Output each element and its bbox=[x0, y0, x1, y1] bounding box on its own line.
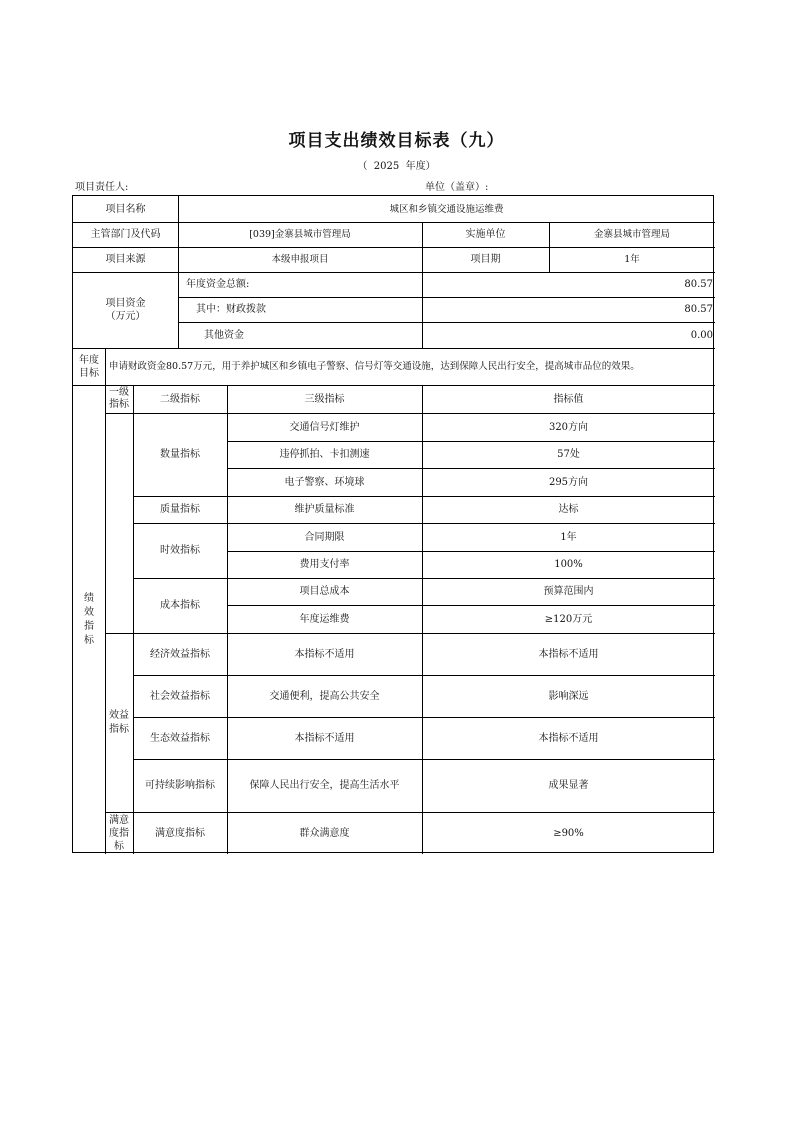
indicator-name: 违停抓拍、卡扣测速 bbox=[279, 449, 370, 460]
cost-indicator-label: 成本指标 bbox=[160, 600, 200, 611]
indicator-name: 项目总成本 bbox=[299, 586, 350, 597]
indicator-value: 成果显著 bbox=[548, 780, 589, 791]
funds-label bbox=[73, 272, 178, 348]
indicator-value: ≥120万元 bbox=[544, 613, 593, 625]
funds-other-value: 0.00 bbox=[690, 329, 713, 341]
satisfaction-indicators-label: 满意 度指 标 bbox=[109, 814, 129, 852]
performance-goal-table bbox=[72, 195, 714, 853]
indicator-value: 1年 bbox=[560, 531, 577, 543]
indicator-value: ≥90% bbox=[553, 827, 584, 839]
indicator-name: 电子警察、环境球 bbox=[284, 476, 365, 488]
level3-header: 三级指标 bbox=[304, 393, 345, 405]
indicator-name: 年度运维费 bbox=[299, 613, 350, 625]
unit-seal-label: 单位（盖章）: bbox=[425, 182, 489, 193]
indicator-name: 交通信号灯维护 bbox=[289, 421, 360, 433]
quality-indicator-label: 质量指标 bbox=[160, 504, 200, 515]
indicator-value: 295方向 bbox=[548, 476, 589, 488]
level1-header: 一级 指标 bbox=[109, 387, 129, 410]
indicator-name: 保障人民出行安全，提高生活水平 bbox=[249, 780, 400, 791]
dept-value: [039]金寨县城市管理局 bbox=[249, 229, 351, 240]
indicator-value: 达标 bbox=[558, 504, 579, 515]
indicator-value: 本指标不适用 bbox=[538, 648, 599, 660]
indicator-value: 影响深远 bbox=[548, 690, 589, 702]
period-label: 项目期 bbox=[470, 254, 501, 265]
funds-label-line2: （万元） bbox=[105, 311, 146, 322]
value-header: 指标值 bbox=[553, 393, 584, 405]
funds-total-label: 年度资金总额: bbox=[186, 279, 250, 290]
timeliness-indicator-label: 时效指标 bbox=[160, 545, 200, 556]
benefit-indicators-label: 效益 指标 bbox=[109, 709, 129, 735]
funds-fiscal-value: 80.57 bbox=[684, 304, 713, 315]
indicator-name: 本指标不适用 bbox=[294, 648, 355, 660]
level2-header: 二级指标 bbox=[160, 393, 200, 405]
period-value: 1年 bbox=[624, 254, 640, 265]
responsible-person-label: 项目责任人: bbox=[75, 182, 129, 193]
indicator-value: 320方向 bbox=[548, 421, 589, 433]
benefit-level2: 经济效益指标 bbox=[150, 648, 210, 660]
fiscal-year: （ 2025 年度） bbox=[357, 161, 436, 172]
project-name-value: 城区和乡镇交通设施运维费 bbox=[389, 203, 504, 215]
annual-goal-label bbox=[73, 348, 105, 385]
impl-unit-value: 金寨县城市管理局 bbox=[593, 229, 670, 240]
benefit-level2: 生态效益指标 bbox=[150, 732, 210, 744]
page-title: 项目支出绩效目标表（九） bbox=[288, 131, 505, 151]
indicator-name: 交通便利，提高公共安全 bbox=[269, 690, 380, 702]
indicator-name: 群众满意度 bbox=[299, 827, 350, 839]
funds-total-value: 80.57 bbox=[684, 279, 713, 290]
source-value: 本级申报项目 bbox=[271, 254, 329, 265]
impl-unit-label: 实施单位 bbox=[465, 229, 506, 240]
indicator-value: 57处 bbox=[557, 449, 580, 460]
indicator-value: 100% bbox=[554, 559, 583, 570]
indicator-value: 本指标不适用 bbox=[538, 732, 599, 744]
project-name-label: 项目名称 bbox=[105, 203, 146, 215]
satisfaction-level2: 满意度指标 bbox=[155, 827, 205, 839]
indicator-name: 本指标不适用 bbox=[294, 732, 355, 744]
annual-goal-label-line2: 目标 bbox=[79, 367, 99, 379]
annual-goal-label-line1: 年度 bbox=[79, 354, 99, 366]
indicator-name: 维护质量标准 bbox=[294, 504, 355, 515]
benefit-level2: 可持续影响指标 bbox=[145, 780, 215, 791]
indicator-value: 预算范围内 bbox=[543, 586, 594, 597]
indicator-name: 合同期限 bbox=[304, 531, 345, 543]
source-label: 项目来源 bbox=[105, 254, 146, 265]
performance-indicators-label: 绩 效 指 标 bbox=[84, 592, 94, 646]
benefit-level2: 社会效益指标 bbox=[150, 690, 210, 702]
indicator-name: 费用支付率 bbox=[299, 559, 350, 570]
funds-label-line1: 项目资金 bbox=[105, 298, 146, 309]
annual-goal-text: 申请财政资金80.57万元，用于养护城区和乡镇电子警察、信号灯等交通设施，达到保障人民出行安全，提高城市品位的效果。 bbox=[109, 361, 640, 372]
dept-label: 主管部门及代码 bbox=[90, 229, 161, 240]
funds-other-label: 其他资金 bbox=[204, 329, 244, 341]
quantity-indicator-label: 数量指标 bbox=[160, 449, 200, 460]
funds-fiscal-label: 其中：财政拨款 bbox=[196, 304, 266, 315]
